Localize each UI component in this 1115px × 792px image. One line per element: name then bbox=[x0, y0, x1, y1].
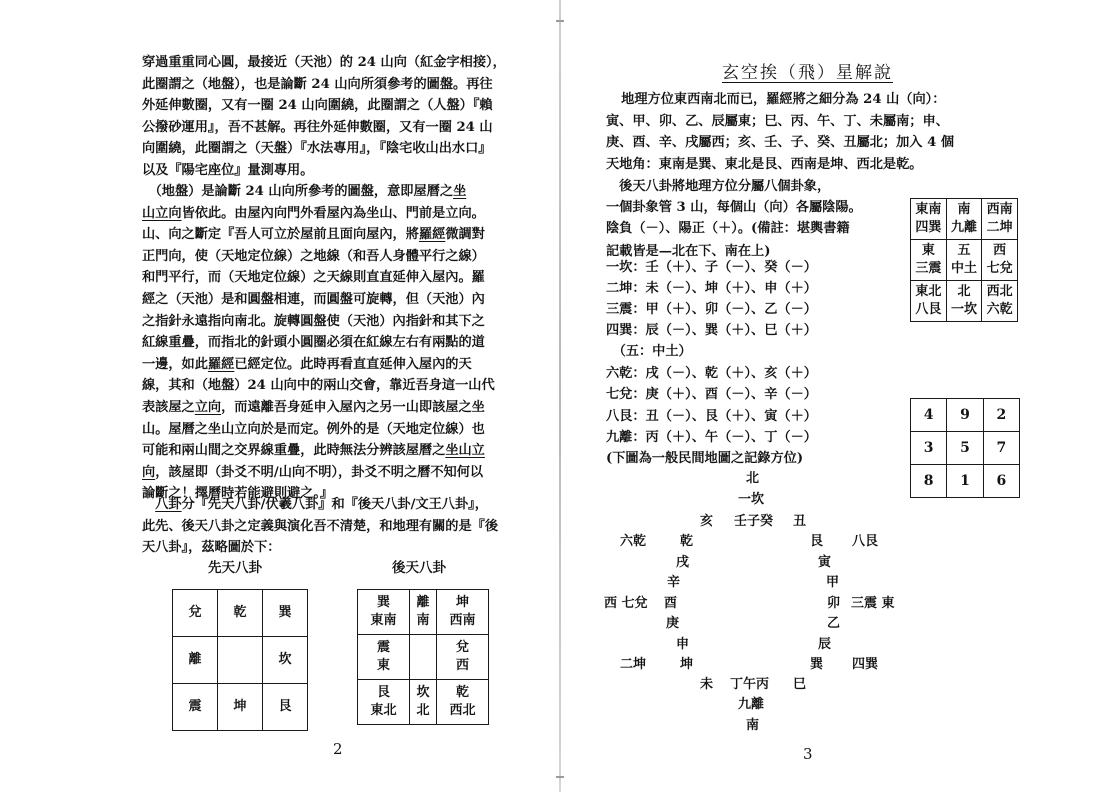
grid-cell bbox=[436, 680, 488, 725]
compass-label-geng: 庚 bbox=[666, 616, 680, 631]
text-segment: 正門向，使（天地定位線）之地線（和吾人身體平行之線） bbox=[142, 248, 485, 264]
grid-cell-text: 1 bbox=[960, 473, 970, 489]
compass-label-erkun: 二坤 bbox=[620, 657, 647, 672]
grid-cell-text: 離 bbox=[416, 595, 430, 610]
compass-label-bagen: 八艮 bbox=[852, 534, 879, 549]
grid-cell-text: 兌 bbox=[455, 640, 469, 655]
grid-cell-text: 乾 bbox=[455, 685, 469, 700]
text-line bbox=[142, 203, 495, 225]
trigram-line: （五：中土） bbox=[606, 344, 692, 359]
grid-cell-text: 離 bbox=[188, 652, 202, 667]
compass-label-bottom-row: 丁午丙 bbox=[730, 677, 770, 692]
text-segment: 線，其和（地盤）24 山向中的兩山交會，靠近吾身這一山代 bbox=[142, 378, 495, 394]
text-segment: 微調對 bbox=[445, 227, 485, 243]
text-segment: 山 bbox=[142, 421, 156, 437]
text-line: 此圈謂之（地盤），也是論斷 24 山向所須參考的圖盤。再往 bbox=[142, 76, 493, 92]
grid-cell bbox=[173, 590, 218, 637]
text-line bbox=[142, 494, 498, 516]
grid-cell-text: 震 bbox=[376, 640, 390, 655]
grid-cell-text: 6 bbox=[996, 473, 1007, 489]
trigram-line: 八艮：丑（－）、艮（＋）、寅（＋） bbox=[606, 409, 817, 424]
grid-cell bbox=[410, 680, 437, 725]
grid-cell bbox=[947, 432, 983, 465]
text-line: 穿過重重同心圓，最接近（天池）的 24 山向（紅金字相接）， bbox=[142, 55, 506, 70]
compass-label-jiuli: 九離 bbox=[738, 697, 765, 712]
text-line bbox=[142, 332, 495, 354]
compass-label-si: 巳 bbox=[793, 677, 807, 692]
grid-cell-text: 西北 bbox=[986, 284, 1013, 299]
grid-cell-text: 四巽 bbox=[915, 220, 942, 235]
compass-label-hai: 亥 bbox=[700, 514, 714, 529]
xiantian-bagua-grid bbox=[172, 589, 308, 731]
text-line bbox=[142, 311, 495, 333]
text-segment: 分『先天八卦/伏羲八卦』和『後天八卦/文王八卦』， bbox=[181, 497, 488, 512]
grid-cell-text: 六乾 bbox=[986, 302, 1013, 317]
grid-cell-text: 西南 bbox=[986, 202, 1013, 217]
left-paragraph-1 bbox=[142, 52, 506, 182]
grid-cell-text: 五 bbox=[957, 243, 971, 258]
underlined-term: 向 bbox=[142, 464, 156, 480]
grid-cell bbox=[358, 635, 410, 680]
text-line bbox=[142, 354, 495, 376]
compass-label-mao: 卯 bbox=[827, 596, 841, 611]
text-line bbox=[142, 181, 495, 203]
grid-cell bbox=[173, 637, 218, 684]
grid-cell bbox=[946, 281, 982, 322]
text-segment: 可能和兩山間之交界線重疊，此時無法分辨該屋曆之 bbox=[142, 443, 446, 459]
trigram-line: 九離：丙（＋）、午（－）、丁（－） bbox=[606, 430, 817, 445]
text-line bbox=[142, 246, 495, 268]
grid-cell-text: 東北 bbox=[370, 703, 397, 718]
compass-label-qian: 乾 bbox=[680, 534, 694, 549]
grid-cell bbox=[982, 240, 1018, 281]
grid-cell-text: 九離 bbox=[950, 220, 977, 235]
grid-cell-text: 艮 bbox=[376, 685, 390, 700]
grid-cell bbox=[436, 590, 488, 635]
grid-cell-text: 4 bbox=[923, 407, 934, 423]
grid-cell-text: 東 bbox=[376, 658, 390, 673]
trigram-line: 一坎：壬（＋）、子（－）、癸（－） bbox=[606, 260, 817, 275]
compass-label-sanzhen-dong: 三震 東 bbox=[851, 596, 895, 611]
text-segment: ，該屋即（卦爻不明/山向不明），卦爻不明之曆不知何以 bbox=[155, 464, 484, 480]
grid-cell bbox=[982, 281, 1018, 322]
grid-cell bbox=[983, 432, 1019, 465]
grid-cell-text: 乾 bbox=[233, 605, 247, 620]
compass-label-yikan: 一坎 bbox=[738, 492, 765, 507]
text-line bbox=[142, 440, 495, 462]
compass-label-wei: 未 bbox=[700, 677, 714, 692]
underlined-term: 八卦 bbox=[155, 497, 182, 512]
underlined-term: 山立向 bbox=[142, 205, 182, 221]
compass-label-xi-qidui: 西 七兌 bbox=[604, 596, 648, 611]
compass-label-top-row: 壬子癸 bbox=[734, 514, 774, 529]
text-segment: 天八卦』，茲略圖於下： bbox=[142, 540, 281, 556]
text-segment: （地盤）是論斷 24 山向所參考的圖盤，意即屋曆之 bbox=[142, 184, 454, 199]
text-segment: 皆依此。由屋內向門外看屋內為坐山、門前是立向。 bbox=[181, 205, 485, 221]
text-segment: 一邊，如此 bbox=[142, 356, 208, 372]
trigram-line: 二坤：未（－）、坤（＋）、申（＋） bbox=[606, 281, 817, 296]
text-line bbox=[142, 462, 495, 484]
text-line: 地理方位東西南北而已，羅經將之細分為 24 山（向）： bbox=[608, 92, 946, 107]
underlined-term: 羅經 bbox=[418, 227, 446, 243]
underlined-term: 坐 bbox=[453, 184, 467, 199]
compass-label-yi: 乙 bbox=[827, 616, 841, 631]
text-segment bbox=[142, 497, 155, 512]
compass-label-xun: 巽 bbox=[810, 657, 824, 672]
text-line bbox=[142, 397, 495, 419]
text-segment: 表該屋之 bbox=[142, 399, 195, 415]
grid-cell bbox=[218, 684, 263, 731]
compass-label-nan: 南 bbox=[746, 718, 760, 733]
grid-cell-text: 西 bbox=[455, 658, 469, 673]
grid-cell bbox=[983, 399, 1019, 432]
grid-cell bbox=[946, 199, 982, 240]
grid-cell bbox=[911, 281, 947, 322]
text-line bbox=[142, 516, 498, 538]
text-line: 後天八卦將地理方位分屬八個卦象， bbox=[606, 179, 831, 194]
grid-cell-text: 二坤 bbox=[986, 220, 1013, 235]
grid-cell-text: 艮 bbox=[278, 699, 292, 714]
grid-cell-text: 坎 bbox=[278, 652, 292, 667]
text-line bbox=[142, 267, 495, 289]
text-line bbox=[142, 289, 495, 311]
page-number-right: 3 bbox=[803, 745, 813, 763]
text-line: 寅、甲、卯、乙、辰屬東；巳、丙、午、丁、未屬南；申、 bbox=[606, 114, 949, 129]
book-gutter bbox=[559, 0, 561, 792]
underlined-term: 羅經 bbox=[207, 356, 235, 372]
grid-cell bbox=[983, 465, 1019, 498]
grid-cell bbox=[263, 590, 308, 637]
text-segment: 之指針永遠指向南北。旋轉圓盤使（天池）內指針和其下之 bbox=[142, 313, 485, 329]
grid-cell bbox=[218, 637, 263, 684]
compass-label-jia: 甲 bbox=[826, 575, 840, 590]
grid-cell-text: 東南 bbox=[370, 613, 397, 628]
text-line: 向圍繞，此圈謂之（天盤）『水法專用』，『陰宅收山出水口』 bbox=[142, 141, 492, 157]
grid-cell-text: 南 bbox=[416, 613, 430, 628]
grid-cell-text: 西 bbox=[993, 243, 1007, 258]
grid-cell-text: 七兌 bbox=[986, 261, 1013, 276]
compass-label-xin: 辛 bbox=[667, 575, 681, 590]
grid-cell bbox=[410, 590, 437, 635]
grid-cell-text: 坤 bbox=[233, 699, 247, 714]
compass-label-chou: 丑 bbox=[793, 514, 807, 529]
compass-label-chen: 辰 bbox=[818, 637, 832, 652]
text-segment: 經之（天池）是和圓盤相連，而圓盤可旋轉，但（天池）內 bbox=[142, 291, 485, 307]
page-number-left: 2 bbox=[333, 740, 343, 758]
grid-cell-text: 坎 bbox=[416, 685, 430, 700]
text-segment: 已經定位。此時再看直直延伸入屋內的天 bbox=[234, 356, 472, 372]
trigram-line: 六乾：戌（－）、乾（＋）、亥（＋） bbox=[606, 366, 817, 381]
right-page-title: 玄空挨（飛）星解說 bbox=[722, 63, 893, 83]
grid-cell-text: 兌 bbox=[188, 605, 202, 620]
text-line: 記載皆是—北在下、南在上) bbox=[606, 244, 771, 259]
grid-cell bbox=[911, 199, 947, 240]
houtian-bagua-grid bbox=[357, 589, 489, 725]
grid-cell bbox=[982, 199, 1018, 240]
grid-cell bbox=[218, 590, 263, 637]
text-segment: 論斷之！擇曆時若能避則避之。』 bbox=[142, 486, 334, 502]
grid-cell bbox=[263, 637, 308, 684]
text-line: 庚、酉、辛、戌屬西；亥、壬、子、癸、丑屬北；加入 4 個 bbox=[606, 135, 955, 150]
compass-label-shen: 申 bbox=[676, 637, 690, 652]
text-line bbox=[142, 224, 495, 246]
grid-cell bbox=[410, 635, 437, 680]
text-segment: 紅線重疊，而指北的針頭小圓圈必須在紅線左右有兩點的道 bbox=[142, 335, 485, 351]
grid-cell bbox=[911, 240, 947, 281]
compass-label-yin: 寅 bbox=[818, 555, 832, 570]
grid-cell bbox=[911, 465, 947, 498]
text-line: 外延伸數圈，又有一圈 24 山向圍繞，此圈謂之（人盤）『賴 bbox=[142, 98, 493, 114]
text-line bbox=[142, 419, 495, 441]
grid-cell bbox=[173, 684, 218, 731]
text-segment: 此先、後天八卦之定義與演化吾不清楚，和地理有關的是『後 bbox=[142, 518, 499, 534]
text-line: 公撥砂運用』，吾不甚解。再往外延伸數圈，又有一圈 24 山 bbox=[142, 119, 493, 135]
compass-label-xu: 戌 bbox=[676, 555, 690, 570]
grid-cell-text: 5 bbox=[960, 440, 970, 456]
grid-cell-text: 東南 bbox=[915, 202, 942, 217]
compass-label-kun: 坤 bbox=[680, 657, 694, 672]
trigram-line: 三震：甲（＋）、卯（－）、乙（－） bbox=[606, 302, 817, 317]
text-segment: 和門平行，而（天地定位線）之天線則直直延伸入屋內。羅 bbox=[142, 270, 485, 286]
grid-cell bbox=[358, 590, 410, 635]
compass-label-sixun: 四巽 bbox=[852, 657, 879, 672]
left-paragraph-2 bbox=[142, 181, 495, 505]
grid-cell-text: 東北 bbox=[915, 284, 942, 299]
grid-cell-text: 中土 bbox=[950, 261, 977, 276]
trigram-line: 七兌：庚（＋）、酉（－）、辛（－） bbox=[606, 387, 817, 402]
luoshu-number-grid bbox=[910, 398, 1020, 498]
text-line: 天地角：東南是巽、東北是艮、西南是坤、西北是乾。 bbox=[606, 157, 923, 172]
grid-cell-text: 八艮 bbox=[915, 302, 942, 317]
compass-label-bei: 北 bbox=[746, 471, 760, 486]
trigram-line: 四巽：辰（－）、巽（＋）、巳（＋） bbox=[606, 323, 817, 338]
grid-cell-text: 南 bbox=[957, 202, 971, 217]
text-line: 一個卦象管 3 山，每個山（向）各屬陰陽。 bbox=[606, 200, 862, 215]
grid-cell bbox=[947, 465, 983, 498]
underlined-term: 立向 bbox=[194, 399, 222, 415]
left-paragraph-3 bbox=[142, 494, 498, 559]
grid-cell bbox=[263, 684, 308, 731]
grid-cell bbox=[946, 240, 982, 281]
compass-label-you: 酉 bbox=[664, 596, 678, 611]
grid-cell-text: 西南 bbox=[449, 613, 476, 628]
grid-cell bbox=[436, 635, 488, 680]
grid-cell-text: 北 bbox=[957, 284, 971, 299]
text-segment: 山、向之斷定『吾人可立於屋前且面向屋內，將 bbox=[142, 227, 419, 243]
text-line: 以及『陽宅座位』量測專用。 bbox=[142, 162, 314, 178]
grid-cell-text: 北 bbox=[416, 703, 430, 718]
text-line: 陰負（－）、陽正（＋）。(備註：堪輿書籍 bbox=[606, 221, 850, 236]
grid-cell bbox=[911, 399, 947, 432]
direction-grid bbox=[910, 198, 1018, 322]
grid-cell-text: 東 bbox=[921, 243, 935, 258]
trigram-line: (下圖為一般民間地圖之記錄方位) bbox=[606, 451, 804, 466]
grid-cell-text: 一坎 bbox=[950, 302, 977, 317]
compass-label-gen: 艮 bbox=[810, 534, 824, 549]
underlined-term: 坐山立 bbox=[445, 443, 485, 459]
grid-cell-text: 3 bbox=[923, 440, 934, 456]
grid-cell bbox=[947, 399, 983, 432]
grid-cell bbox=[911, 432, 947, 465]
text-segment: 。屋曆之坐山立向於是而定。例外的是（天地定位線）也 bbox=[155, 421, 485, 437]
text-segment: ，而遠離吾身延申入屋內之另一山即該屋之坐 bbox=[221, 399, 485, 415]
compass-label-liuqian: 六乾 bbox=[620, 534, 647, 549]
text-line bbox=[142, 375, 495, 397]
grid-cell-text: 9 bbox=[960, 407, 970, 423]
grid-cell-text: 西北 bbox=[449, 703, 476, 718]
grid-cell-text: 三震 bbox=[915, 261, 942, 276]
grid-cell-text: 震 bbox=[188, 699, 202, 714]
grid-cell-text: 巽 bbox=[278, 605, 292, 620]
grid-cell-text: 8 bbox=[923, 473, 934, 489]
grid-cell-text: 巽 bbox=[376, 595, 390, 610]
xiantian-bagua-label: 先天八卦 bbox=[208, 560, 262, 576]
grid-cell bbox=[358, 680, 410, 725]
grid-cell-text: 坤 bbox=[455, 595, 469, 610]
grid-cell-text: 2 bbox=[996, 407, 1007, 423]
grid-cell-text: 7 bbox=[996, 440, 1007, 456]
houtian-bagua-label: 後天八卦 bbox=[392, 560, 446, 576]
